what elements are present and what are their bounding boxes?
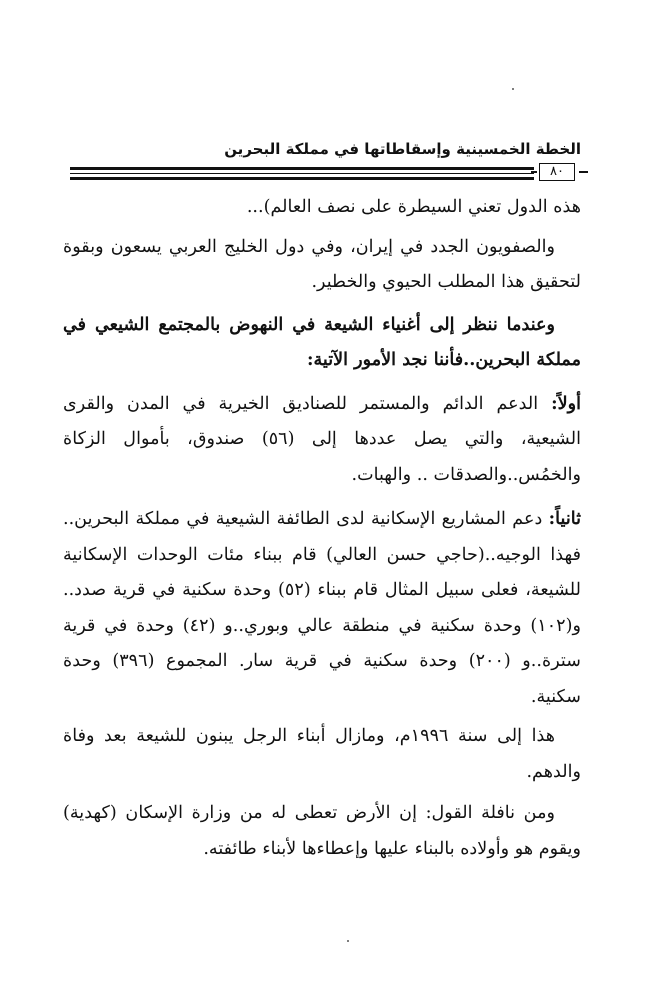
item-lead: ثانياً: — [548, 508, 581, 529]
page-number: ٨٠ — [539, 163, 575, 181]
paragraph — [63, 501, 581, 715]
item-lead: أولاً: — [551, 392, 581, 414]
page-number-dash — [579, 171, 588, 173]
paragraph: والصفويون الجدد في إيران، وفي دول الخليج العربي يسعون وبقوة لتحقيق هذا المطلب الحيوي والخطير. — [63, 236, 581, 292]
paragraph: هذه الدول تعني السيطرة على نصف العالم)... — [246, 197, 581, 217]
paragraph: ومن نافلة القول: إن الأرض تعطى له من وزارة الإسكان (كهدية) ويقوم هو وأولاده بالبناء عليها وإعطاءها لأبناء طائفته. — [63, 803, 581, 859]
paragraph: هذا إلى سنة ١٩٩٦م، ومازال أبناء الرجل يبنون للشيعة بعد وفاة والدهم. — [63, 726, 581, 782]
paragraph — [63, 386, 581, 494]
header-rule-lines — [70, 167, 534, 183]
item-text: دعم المشاريع الإسكانية لدى الطائفة الشيعية في مملكة البحرين.. فهذا الوجيه..(حاجي حسن العالي) قام ببناء مئات الوحدات الإسكانية للشيعة، فعلى سبيل المثال قام ببناء (٥٢) وحدة سكنية في قرية صدد.. و(١٠٢) وحدة سكنية في منطقة عالي وبوري..و (٤٢) وحدة في قرية سترة..و (٢٠٠) وحدة سكنية في قرية سار. المجموع (٣٩٦) وحدة سكنية. — [63, 509, 581, 707]
body-text — [63, 190, 581, 867]
item-text: الدعم الدائم والمستمر للصناديق الخيرية في المدن والقرى الشيعية، والتي يصل عددها إلى (٥٦) صندوق، بأموال الزكاة والخمُس..والصدقات .. والهبات. — [63, 393, 581, 485]
running-title: الخطة الخمسينية وإسقاطاتها في مملكة البحرين — [224, 140, 581, 158]
header-rule — [70, 163, 588, 185]
page-number-dash — [531, 171, 537, 173]
scan-speck — [347, 940, 349, 942]
scan-speck — [512, 88, 514, 90]
paragraph-emphasis: وعندما ننظر إلى أغنياء الشيعة في النهوض بالمجتمع الشيعي في مملكة البحرين..فأننا نجد الأمور الآتية: — [63, 313, 581, 370]
